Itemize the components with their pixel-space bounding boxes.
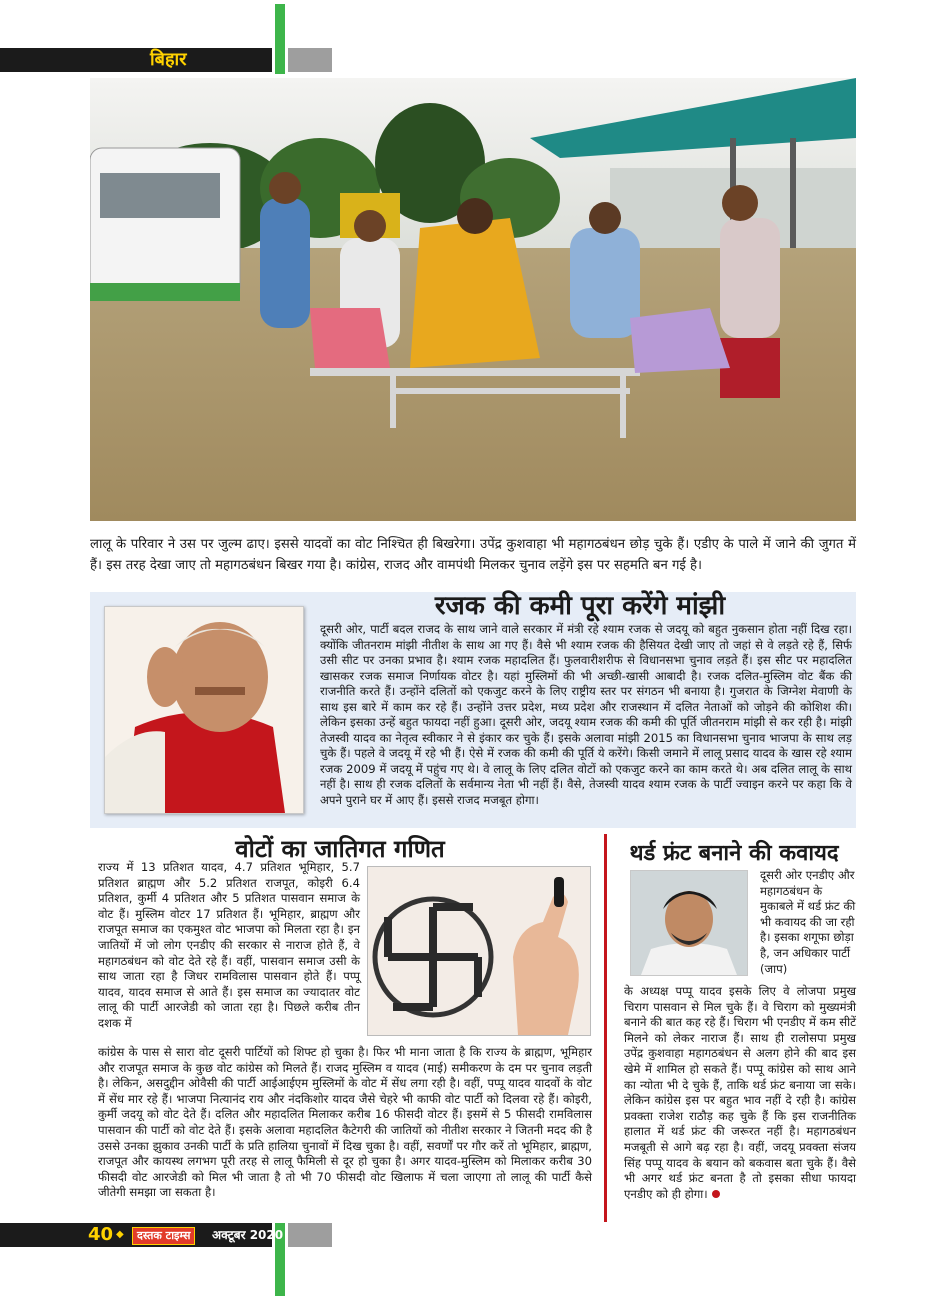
- footer-diamond-icon: ◆: [116, 1229, 124, 1240]
- page-number: 40: [88, 1224, 114, 1245]
- end-mark-icon: [712, 1190, 720, 1198]
- caste-article-text-2: कांग्रेस के पास से सारा वोट दूसरी पार्टियों को शिफ्ट हो चुका है। फिर भी माना जाता है कि राज्य के ब्राह्मण, भूमिहार और राजपूत समाज के कुछ वोट कांग्रेस को मिलते हैं। राजद मुस्लिम व यादव (माई) समीकरण के दम पर चुनाव लड़ती है। लेकिन, असदुद्दीन ओवैसी की पार्टी आईआईएम मुस्लिमों के वोट में सेंध लगा रही है। वहीं, पप्पू यादव यादवों के वोट में सेंध मार रहे हैं। भाजपा नित्यानंद राय और नंदकिशोर यादव जैसे चेहरे भी काफी वोट पार्टी को दिलवा रहे हैं। कोइरी, कुर्मी जदयू को वोट देते हैं। दलित और महादलित मिलाकर करीब 16 फीसदी वोटर हैं। इसमें से 5 फीसदी रामविलास पासवान की पार्टी को वोट देते हैं। इसके अलावा महादलित कैटेगरी की जातियों को नीतीश सरकार ने जितनी मदद की है उससे उनका झुकाव उनकी पार्टी के प्रति हालिया चुनावों में दिख चुका है। वहीं, सवर्णों पर गौर करें तो भूमिहार, ब्राह्मण, राजपूत और कायस्थ लगभग पूरी तरह से लालू फैमिली से दूर हो चुका है। अगर यादव-मुस्लिम को मिलाकर करीब 30 फीसदी वोट आरजेडी को मिल भी जाता है तो भी 70 फीसदी वोट खिलाफ में चला जाएगा तो लालू की पार्टी कैसे जीतेगी समझा जा सकता है।: [98, 1045, 592, 1200]
- footer-gray-accent: [288, 1223, 332, 1247]
- third-front-text-2-content: के अध्यक्ष पप्पू यादव इसके लिए वे लोजपा प्रमुख चिराग पासवान से मिल चुके हैं। वे चिराग को मुख्यमंत्री बनाने की बात कह रहे हैं। चिराग भी एनडीए में कम सीटें मिलने को लेकर नाराज हैं। साथ ही रालोसपा प्रमुख उपेंद्र कुशवाहा महागठबंधन से अलग होने की बाद इस खेमे में शामिल हो सकते हैं। पप्पू कांग्रेस को साथ आने का न्योता भी दे चुके हैं, ताकि थर्ड फ्रंट बनाया जा सके। लेकिन कांग्रेस इस पर बहुत भाव नहीं दे रही है। कांग्रेस प्रवक्ता राजेश राठौड़ कह चुके हैं कि इस राजनीतिक हालात में थर्ड फ्रंट की जरूरत नहीं है। महागठबंधन मजबूती से आगे बढ़ रहा है। वहीं, जदयू प्रवक्ता संजय सिंह पप्पू यादव के बयान को बकवास बता चुके हैं। वैसे भी अगर थर्ड फ्रंट बनता है तो इसका सीधा फायदा एनडीए को ही होगा।: [624, 984, 856, 1201]
- third-front-text-2: [624, 984, 856, 1202]
- manjhi-heading: रजक की कमी पूरा करेंगे मांझी: [434, 591, 726, 621]
- swastik-voting-symbol-image: [367, 866, 591, 1036]
- third-front-heading: थर्ड फ्रंट बनाने की कवायद: [629, 841, 839, 866]
- magazine-logo: दस्तक टाइम्स: [132, 1227, 195, 1245]
- caste-heading: वोटों का जातिगत गणित: [235, 835, 445, 863]
- section-title: बिहार: [150, 49, 187, 70]
- header-gray-accent: [288, 48, 332, 72]
- third-front-text-1: दूसरी ओर एनडीए और महागठबंधन के मुकाबले में थर्ड फ्रंट की भी कवायद की जा रही है। इसका शगूफा छोड़ा है, जन अधिकार पार्टी (जाप): [760, 868, 856, 976]
- issue-date: अक्टूबर 2020: [212, 1228, 284, 1242]
- caste-article-text-1: राज्य में 13 प्रतिशत यादव, 4.7 प्रतिशत भूमिहार, 5.7 प्रतिशत ब्राह्मण और 5.2 प्रतिशत राजपूत, कोइरी 6.4 प्रतिशत, कुर्मी 4 प्रतिशत और 5 प्रतिशत पासवान समाज के वोट हैं। मुस्लिम वोटर 17 प्रतिशत हैं। भूमिहार, ब्राह्मण और राजपूत समाज का एकमुश्त वोट भाजपा को मिलता रहा है। इन जातियों में जो लोग एनडीए की सरकार से नाराज होते हैं, वे महागठबंधन को वोट देते रहे हैं। वहीं, पासवान समाज उसी के साथ जाता रहा है जिधर रामविलास पासवान होते हैं। पप्पू यादव, यादव समाज से आते हैं। इस समाज का ज्यादातर वोट लालू की पार्टी आरजेडी को जाता रहा है। पिछले करीब तीन दशक में: [98, 860, 360, 1030]
- header-bar: [0, 48, 272, 72]
- manjhi-article-text: दूसरी ओर, पार्टी बदल राजद के साथ जाने वाले सरकार में मंत्री रहे श्याम रजक से जदयू को बहुत नुकसान होता नहीं दिख रहा। क्योंकि जीतनराम मांझी नीतीश के साथ आ गए हैं। वैसे भी श्याम रजक की हैसियत देखी जाए तो जहां से वे लड़ते रहे हैं, सिर्फ उसी सीट पर उनका प्रभाव है। श्याम रजक महादलित हैं। फुलवारीशरीफ से विधानसभा चुनाव लड़ते हैं। इस सीट पर महादलित खासकर रजक समाज निर्णायक वोटर है। यहां मुस्लिमों की भी अच्छी-खासी आबादी है। रजक दलित-मुस्लिम वोट बैंक की राजनीति करते हैं। उन्होंने दलितों को एकजुट करने के लिए राष्ट्रीय स्तर पर संगठन भी बनाया है। गुजरात के जिग्नेश मेवाणी के साथ इस बारे में काम कर रहे हैं। उन्होंने उत्तर प्रदेश, मध्य प्रदेश और राजस्थान में दलित नेताओं को जोड़ने की कोशिश की। लेकिन इसका उन्हें बहुत फायदा नहीं हुआ। दूसरी ओर, जदयू श्याम रजक की कमी की पूर्ति जीतनराम मांझी से कर रही है। मांझी तेजस्वी यादव का नेतृत्व स्वीकार ने से इंकार कर चुके हैं। इसके अलावा मांझी 2015 का विधानसभा चुनाव भाजपा के साथ लड़ चुके हैं। पहले वे जदयू में रहे भी हैं। ऐसे में रजक की कमी की पूर्ति ये करेंगे। किसी जमाने में लालू प्रसाद यादव के खास रहे श्याम रजक 2009 में जदयू में पहुंच गए थे। वे लालू के लिए दलित वोटों को एकजुट करने का काम करते थे। अब दलित लालू के साथ नहीं है। साथ ही रजक दलितों के सर्वमान्य नेता भी नहीं हैं। वैसे, तेजस्वी यादव श्याम रजक के पार्टी ज्वाइन करने पर कहा कि वे अपने पुराने घर में आए हैं। इससे राजद मजबूत होगा।: [320, 622, 852, 807]
- flood-rescue-photo: [90, 78, 856, 521]
- manjhi-photo: [104, 606, 304, 814]
- header-green-accent: [275, 4, 285, 74]
- chirag-photo: [630, 870, 748, 976]
- photo-caption: लालू के परिवार ने उस पर जुल्म ढाए। इससे यादवों का वोट निश्चित ही बिखरेगा। उपेंद्र कुशवाहा भी महागठबंधन छोड़ चुके हैं। एडीए के पाले में जाने की जुगत में हैं। इस तरह देखा जाए तो महागठबंधन बिखर गया है। कांग्रेस, राजद और वामपंथी मिलकर चुनाव लड़ेंगे इस पर सहमति बन गई है।: [90, 537, 856, 573]
- column-divider: [604, 834, 607, 1222]
